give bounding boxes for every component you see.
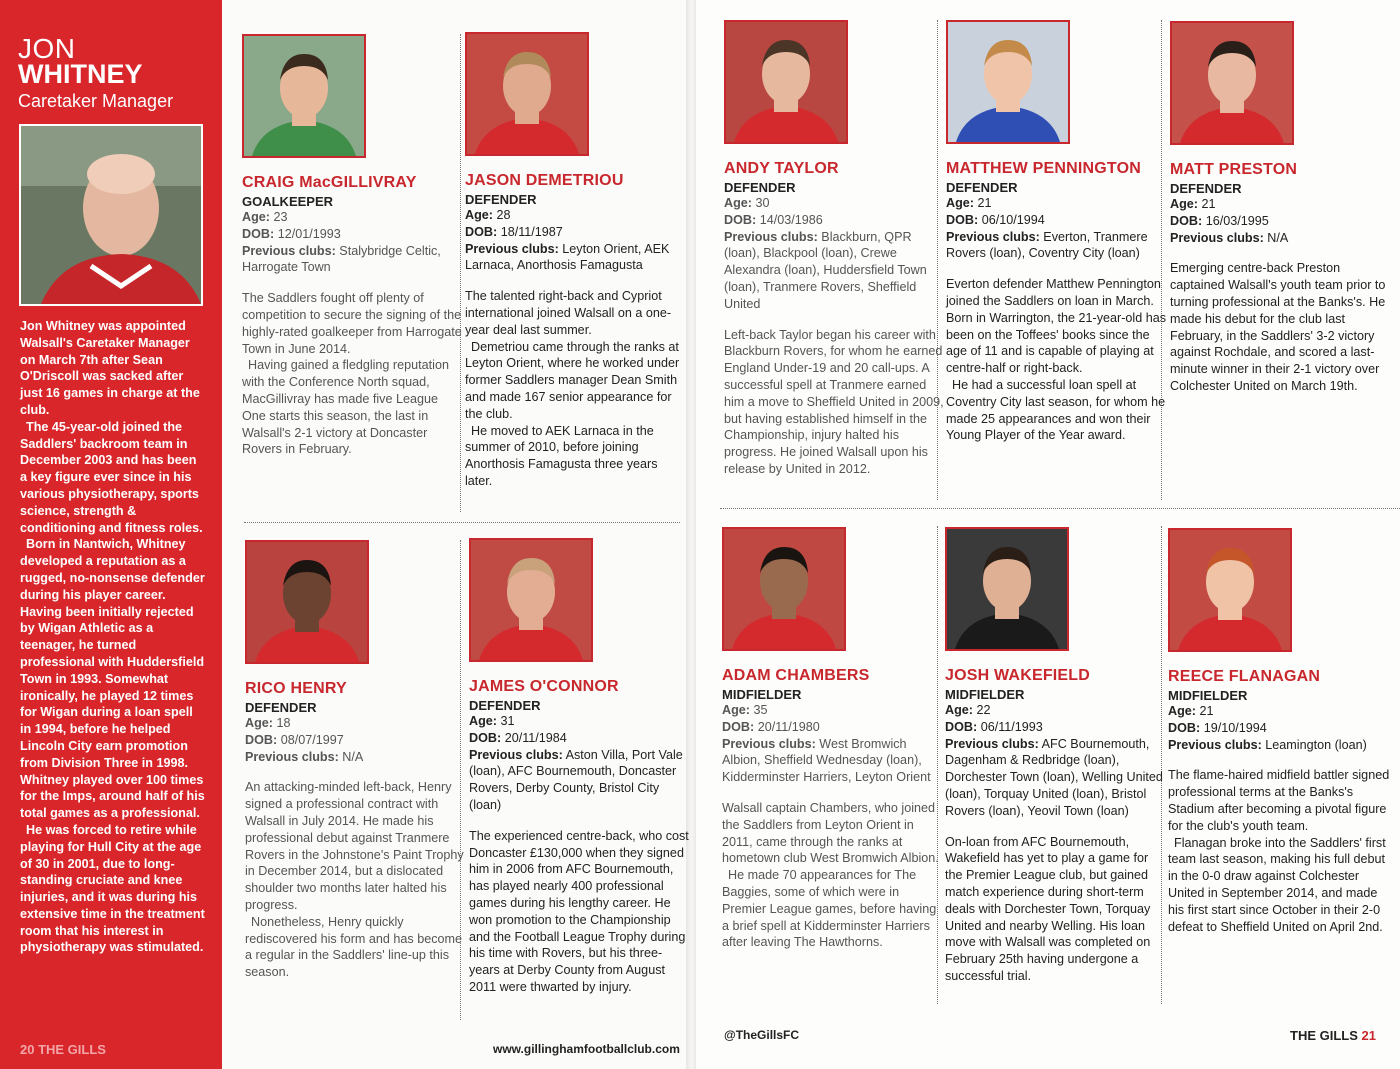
player-name: ADAM CHAMBERS bbox=[722, 667, 870, 684]
manager-bio-paragraph: Born in Nantwich, Whitney developed a reputation as a rugged, no-nonsense defender during his player career. Having been initially rejected by Wigan Athletic as a teenager, he turned professional with Huddersfield Town in 1993. Somewhat ironically, he played 12 times for Wigan during a loan spell in 1994, before he helped Lincoln City earn promotion from Division Three in 1998. Whitney played over 100 times for the Imps, around half of his total games as a professional. bbox=[20, 537, 205, 821]
previous-clubs-label: Previous clubs: bbox=[722, 736, 816, 751]
twitter-handle: @TheGillsFC bbox=[724, 1028, 800, 1042]
dob-value: 12/01/1993 bbox=[277, 226, 341, 241]
player-info bbox=[946, 160, 1168, 444]
player-age bbox=[245, 715, 467, 732]
player-position: MIDFIELDER bbox=[722, 687, 802, 702]
player-info bbox=[242, 174, 464, 458]
previous-clubs-value: N/A bbox=[342, 749, 364, 764]
previous-clubs-value: Leyton Orient, AEK Larnaca, Anorthosis Famagusta bbox=[465, 241, 670, 273]
dob-label: DOB: bbox=[465, 224, 498, 239]
manager-last-name: WHITNEY bbox=[18, 59, 143, 89]
age-label: Age: bbox=[722, 703, 750, 717]
player-position: GOALKEEPER bbox=[242, 194, 334, 209]
age-label: Age: bbox=[945, 703, 973, 717]
player-position: DEFENDER bbox=[469, 698, 541, 713]
manager-bio-paragraph: He was forced to retire while playing for Hull City at the age of 30 in 2001, due to long-standing cruciate and knee injuries, and it was during his extensive time in the treatment room that his interest in physiotherapy was stimulated. bbox=[20, 822, 205, 955]
player-bio-paragraph: The flame-haired midfield battler signed professional terms at the Banks's Stadium after becoming a pivotal figure for the club's youth team. bbox=[1168, 768, 1390, 833]
previous-clubs-label: Previous clubs: bbox=[469, 747, 563, 762]
right-page-folio bbox=[1290, 1028, 1376, 1043]
dob-label: DOB: bbox=[1168, 720, 1201, 735]
player-position: MIDFIELDER bbox=[945, 687, 1025, 702]
player-bio bbox=[245, 779, 467, 981]
previous-clubs-value: Blackburn, QPR (loan), Blackpool (loan), Crewe Alexandra (loan), Huddersfield Town (loan), Tranmere Rovers, Sheffield United bbox=[724, 229, 927, 311]
player-name: MATTHEW PENNINGTON bbox=[946, 160, 1141, 177]
previous-clubs-label: Previous clubs: bbox=[724, 229, 818, 244]
player-photo bbox=[242, 34, 366, 158]
previous-clubs-value: Aston Villa, Port Vale (loan), AFC Bournemouth, Doncaster Rovers, Derby County, Bristol City (loan) bbox=[469, 747, 683, 812]
player-name: JOSH WAKEFIELD bbox=[945, 667, 1091, 684]
manager-photo bbox=[19, 124, 203, 306]
dob-value: 16/03/1995 bbox=[1205, 213, 1269, 228]
player-bio-paragraph: He had a successful loan spell at Coventry City last season, for whom he made 25 appearances and won their Young Player of the Year award. bbox=[946, 377, 1166, 443]
player-name: JAMES O'CONNOR bbox=[469, 678, 619, 695]
player-previous-clubs bbox=[465, 241, 687, 275]
player-previous-clubs bbox=[469, 747, 691, 814]
age-label: Age: bbox=[469, 714, 497, 728]
player-previous-clubs bbox=[1168, 737, 1390, 754]
player-previous-clubs bbox=[242, 243, 464, 277]
dob-label: DOB: bbox=[242, 226, 275, 241]
folio-number: 21 bbox=[1361, 1028, 1376, 1043]
player-position: DEFENDER bbox=[245, 700, 317, 715]
player-bio bbox=[469, 828, 691, 996]
player-previous-clubs bbox=[245, 749, 467, 766]
player-dob bbox=[245, 732, 467, 749]
player-info bbox=[722, 667, 944, 951]
player-info bbox=[945, 667, 1167, 985]
player-bio-paragraph: Having gained a fledgling reputation with the Conference North squad, MacGillivray has made five League One starts this season, the last in Walsall's 2-1 victory at Doncaster Rovers in February. bbox=[242, 358, 449, 457]
player-bio bbox=[242, 290, 464, 458]
dob-value: 08/07/1997 bbox=[280, 732, 344, 747]
player-photo bbox=[465, 32, 589, 156]
dob-label: DOB: bbox=[945, 719, 978, 734]
age-label: Age: bbox=[724, 196, 752, 210]
player-bio-paragraph: Left-back Taylor began his career with Blackburn Rovers, for whom he earned England Under-19 and 20 call-ups. A successful spell at Tranmere earned him a move to Sheffield United in 2009, but having established himself in the Championship, injury halted his progress. He joined Walsall upon his release by United in 2012. bbox=[724, 327, 944, 476]
dob-value: 18/11/1987 bbox=[500, 224, 563, 239]
manager-sidebar bbox=[0, 0, 222, 1069]
player-info bbox=[465, 172, 687, 490]
player-bio bbox=[724, 327, 946, 478]
previous-clubs-value: N/A bbox=[1267, 230, 1289, 245]
player-age bbox=[1170, 196, 1392, 213]
player-previous-clubs bbox=[722, 736, 944, 786]
player-dob bbox=[242, 226, 464, 243]
previous-clubs-label: Previous clubs: bbox=[1170, 230, 1264, 245]
dob-label: DOB: bbox=[245, 732, 278, 747]
dob-label: DOB: bbox=[946, 212, 979, 227]
previous-clubs-label: Previous clubs: bbox=[465, 241, 559, 256]
player-bio-paragraph: Nonetheless, Henry quickly rediscovered his form and has become a regular in the Saddlers' line-up this season. bbox=[245, 914, 463, 980]
dob-value: 20/11/1980 bbox=[757, 719, 820, 734]
player-previous-clubs bbox=[946, 229, 1168, 263]
player-previous-clubs bbox=[1170, 230, 1392, 247]
player-age bbox=[945, 702, 1167, 719]
player-bio-paragraph: The experienced centre-back, who cost Doncaster £130,000 when they signed him in 2006 from AFC Bournemouth, has played nearly 400 professional games during his lengthy career. He won promotion to the Championship and the Football League Trophy during his time with Rovers, but his three-years at Derby County from August 2011 were thwarted by injury. bbox=[469, 828, 689, 994]
row-divider bbox=[244, 522, 680, 523]
player-photo bbox=[724, 20, 848, 144]
player-position: DEFENDER bbox=[465, 192, 537, 207]
age-label: Age: bbox=[1168, 704, 1196, 718]
dob-label: DOB: bbox=[724, 212, 757, 227]
player-photo bbox=[722, 527, 846, 651]
player-bio-paragraph: He made 70 appearances for The Baggies, some of which were in Premier League games, before having a brief spell at Kidderminster Harriers after leaving The Hawthorns. bbox=[722, 868, 937, 950]
player-dob bbox=[945, 719, 1167, 736]
player-photo bbox=[469, 538, 593, 662]
player-bio-paragraph: Flanagan broke into the Saddlers' first team last season, making his full debut in the 0-0 draw against Colchester United in September 2014, and made his first start since October in their 2-0 defeat to Sheffield United on April 2nd. bbox=[1168, 835, 1386, 934]
dob-label: DOB: bbox=[1170, 213, 1203, 228]
player-bio-paragraph: Walsall captain Chambers, who joined the Saddlers from Leyton Orient in 2011, came through the ranks at hometown club West Bromwich Albion. bbox=[722, 800, 939, 866]
player-dob bbox=[722, 719, 944, 736]
previous-clubs-value: Stalybridge Celtic, Harrogate Town bbox=[242, 243, 441, 275]
dob-label: DOB: bbox=[722, 719, 755, 734]
row-divider bbox=[720, 508, 1400, 509]
player-dob bbox=[724, 212, 946, 229]
player-name: REECE FLANAGAN bbox=[1168, 668, 1321, 685]
age-value: 18 bbox=[276, 716, 291, 730]
player-info bbox=[1170, 161, 1392, 395]
age-value: 21 bbox=[1201, 197, 1216, 211]
age-value: 28 bbox=[496, 208, 511, 222]
previous-clubs-label: Previous clubs: bbox=[946, 229, 1040, 244]
player-bio-paragraph: He moved to AEK Larnaca in the summer of 2010, before joining Anorthosis Famagusta three years later. bbox=[465, 423, 658, 488]
player-photo bbox=[946, 20, 1070, 144]
player-bio bbox=[1170, 260, 1392, 394]
player-info bbox=[469, 678, 691, 996]
previous-clubs-label: Previous clubs: bbox=[245, 749, 339, 764]
player-name: RICO HENRY bbox=[245, 680, 347, 697]
age-value: 31 bbox=[500, 714, 515, 728]
player-age bbox=[946, 195, 1168, 212]
previous-clubs-label: Previous clubs: bbox=[945, 736, 1039, 751]
player-bio bbox=[1168, 767, 1390, 935]
player-bio-paragraph: Demetriou came through the ranks at Leyton Orient, where he worked under former Saddlers manager Dean Smith and made 167 senior appearance for the club. bbox=[465, 339, 680, 421]
age-label: Age: bbox=[242, 210, 270, 224]
previous-clubs-value: West Bromwich Albion, Sheffield Wednesday (loan), Kidderminster Harriers, Leyton Orient bbox=[722, 736, 931, 785]
age-label: Age: bbox=[245, 716, 273, 730]
player-position: DEFENDER bbox=[1170, 181, 1242, 196]
player-bio-paragraph: The Saddlers fought off plenty of competition to secure the signing of the highly-rated goalkeeper from Harrogate Town in June 2014. bbox=[242, 291, 462, 356]
age-label: Age: bbox=[465, 208, 493, 222]
manager-bio-paragraph: The 45-year-old joined the Saddlers' backroom team in December 2003 and has been a key figure ever since in his various physiotherapy, sports science, strength & conditioning and fitness roles. bbox=[20, 419, 203, 535]
age-value: 35 bbox=[753, 703, 768, 717]
age-value: 23 bbox=[273, 210, 288, 224]
previous-clubs-value: Everton, Tranmere Rovers (loan), Coventry City (loan) bbox=[946, 229, 1148, 261]
player-bio bbox=[946, 276, 1168, 444]
player-dob bbox=[946, 212, 1168, 229]
player-position: DEFENDER bbox=[946, 180, 1018, 195]
left-page-folio: 20 THE GILLS bbox=[20, 1042, 106, 1057]
player-dob bbox=[465, 224, 687, 241]
dob-value: 06/11/1993 bbox=[980, 719, 1043, 734]
player-previous-clubs bbox=[945, 736, 1167, 820]
player-dob bbox=[1170, 213, 1392, 230]
player-name: JASON DEMETRIOU bbox=[465, 172, 624, 189]
player-photo bbox=[1168, 528, 1292, 652]
player-age bbox=[1168, 703, 1390, 720]
player-info bbox=[245, 680, 467, 981]
player-position: DEFENDER bbox=[724, 180, 796, 195]
player-bio-paragraph: On-loan from AFC Bournemouth, Wakefield has yet to play a game for the Premier League club, but gained match experience during short-term deals with Dorchester Town, Torquay United and nearby Welling. His loan move with Walsall was completed on February 25th having undergone a successful trial. bbox=[945, 834, 1151, 983]
player-dob bbox=[1168, 720, 1390, 737]
age-value: 22 bbox=[976, 703, 991, 717]
manager-bio-paragraph: Jon Whitney was appointed Walsall's Caretaker Manager on March 7th after Sean O'Driscoll was sacked after just 16 games in charge at the club. bbox=[20, 319, 200, 417]
player-name: CRAIG MacGILLIVRAY bbox=[242, 174, 417, 191]
player-bio bbox=[465, 288, 687, 490]
previous-clubs-value: AFC Bournemouth, Dagenham & Redbridge (loan), Dorchester Town (loan), Welling United (loan), Torquay United (loan), Bristol Rovers (loan), Yeovil Town (loan) bbox=[945, 736, 1163, 818]
player-info bbox=[724, 160, 946, 478]
player-name: ANDY TAYLOR bbox=[724, 160, 839, 177]
player-age bbox=[465, 207, 687, 224]
manager-first-name: JON bbox=[18, 33, 76, 64]
player-bio-paragraph: An attacking-minded left-back, Henry signed a professional contract with Walsall in July 2014. He made his professional debut against Tranmere Rovers in the Johnstone's Paint Trophy in December 2014, but a dislocated shoulder two months later halted his progress. bbox=[245, 780, 464, 912]
dob-value: 20/11/1984 bbox=[504, 730, 567, 745]
player-dob bbox=[469, 730, 691, 747]
player-photo bbox=[945, 527, 1069, 651]
player-bio-paragraph: Everton defender Matthew Pennington joined the Saddlers on loan in March. Born in Warrington, the 21-year-old has been on the Toffees' books since the age of 11 and is capable of playing at centre-half or right-back. bbox=[946, 277, 1167, 376]
manager-role: Caretaker Manager bbox=[18, 91, 174, 111]
player-age bbox=[242, 209, 464, 226]
previous-clubs-value: Leamington (loan) bbox=[1265, 737, 1367, 752]
dob-value: 19/10/1994 bbox=[1203, 720, 1267, 735]
age-value: 21 bbox=[977, 196, 992, 210]
website-url: www.gillinghamfootballclub.com bbox=[493, 1042, 680, 1056]
dob-value: 14/03/1986 bbox=[759, 212, 823, 227]
dob-label: DOB: bbox=[469, 730, 502, 745]
player-photo bbox=[245, 540, 369, 664]
player-bio bbox=[722, 800, 944, 951]
player-bio bbox=[945, 834, 1167, 985]
player-position: MIDFIELDER bbox=[1168, 688, 1248, 703]
player-photo bbox=[1170, 21, 1294, 145]
player-name: MATT PRESTON bbox=[1170, 161, 1298, 178]
player-age bbox=[469, 713, 691, 730]
manager-bio bbox=[20, 318, 206, 956]
previous-clubs-label: Previous clubs: bbox=[242, 243, 336, 258]
player-age bbox=[724, 195, 946, 212]
dob-value: 06/10/1994 bbox=[981, 212, 1045, 227]
age-label: Age: bbox=[946, 196, 974, 210]
age-value: 30 bbox=[755, 196, 770, 210]
folio-title: THE GILLS bbox=[1290, 1028, 1358, 1043]
player-age bbox=[722, 702, 944, 719]
previous-clubs-label: Previous clubs: bbox=[1168, 737, 1262, 752]
player-previous-clubs bbox=[724, 229, 946, 313]
player-info bbox=[1168, 668, 1390, 935]
age-label: Age: bbox=[1170, 197, 1198, 211]
player-bio-paragraph: The talented right-back and Cypriot international joined Walsall on a one-year deal last summer. bbox=[465, 289, 672, 337]
age-value: 21 bbox=[1199, 704, 1214, 718]
player-bio-paragraph: Emerging centre-back Preston captained Walsall's youth team prior to turning professional at the Banks's. He made his debut for the club last February, in the Saddlers' 3-2 victory against Rochdale, and scored a last-minute winner in their 2-1 victory over Colchester United on March 19th. bbox=[1170, 261, 1386, 393]
